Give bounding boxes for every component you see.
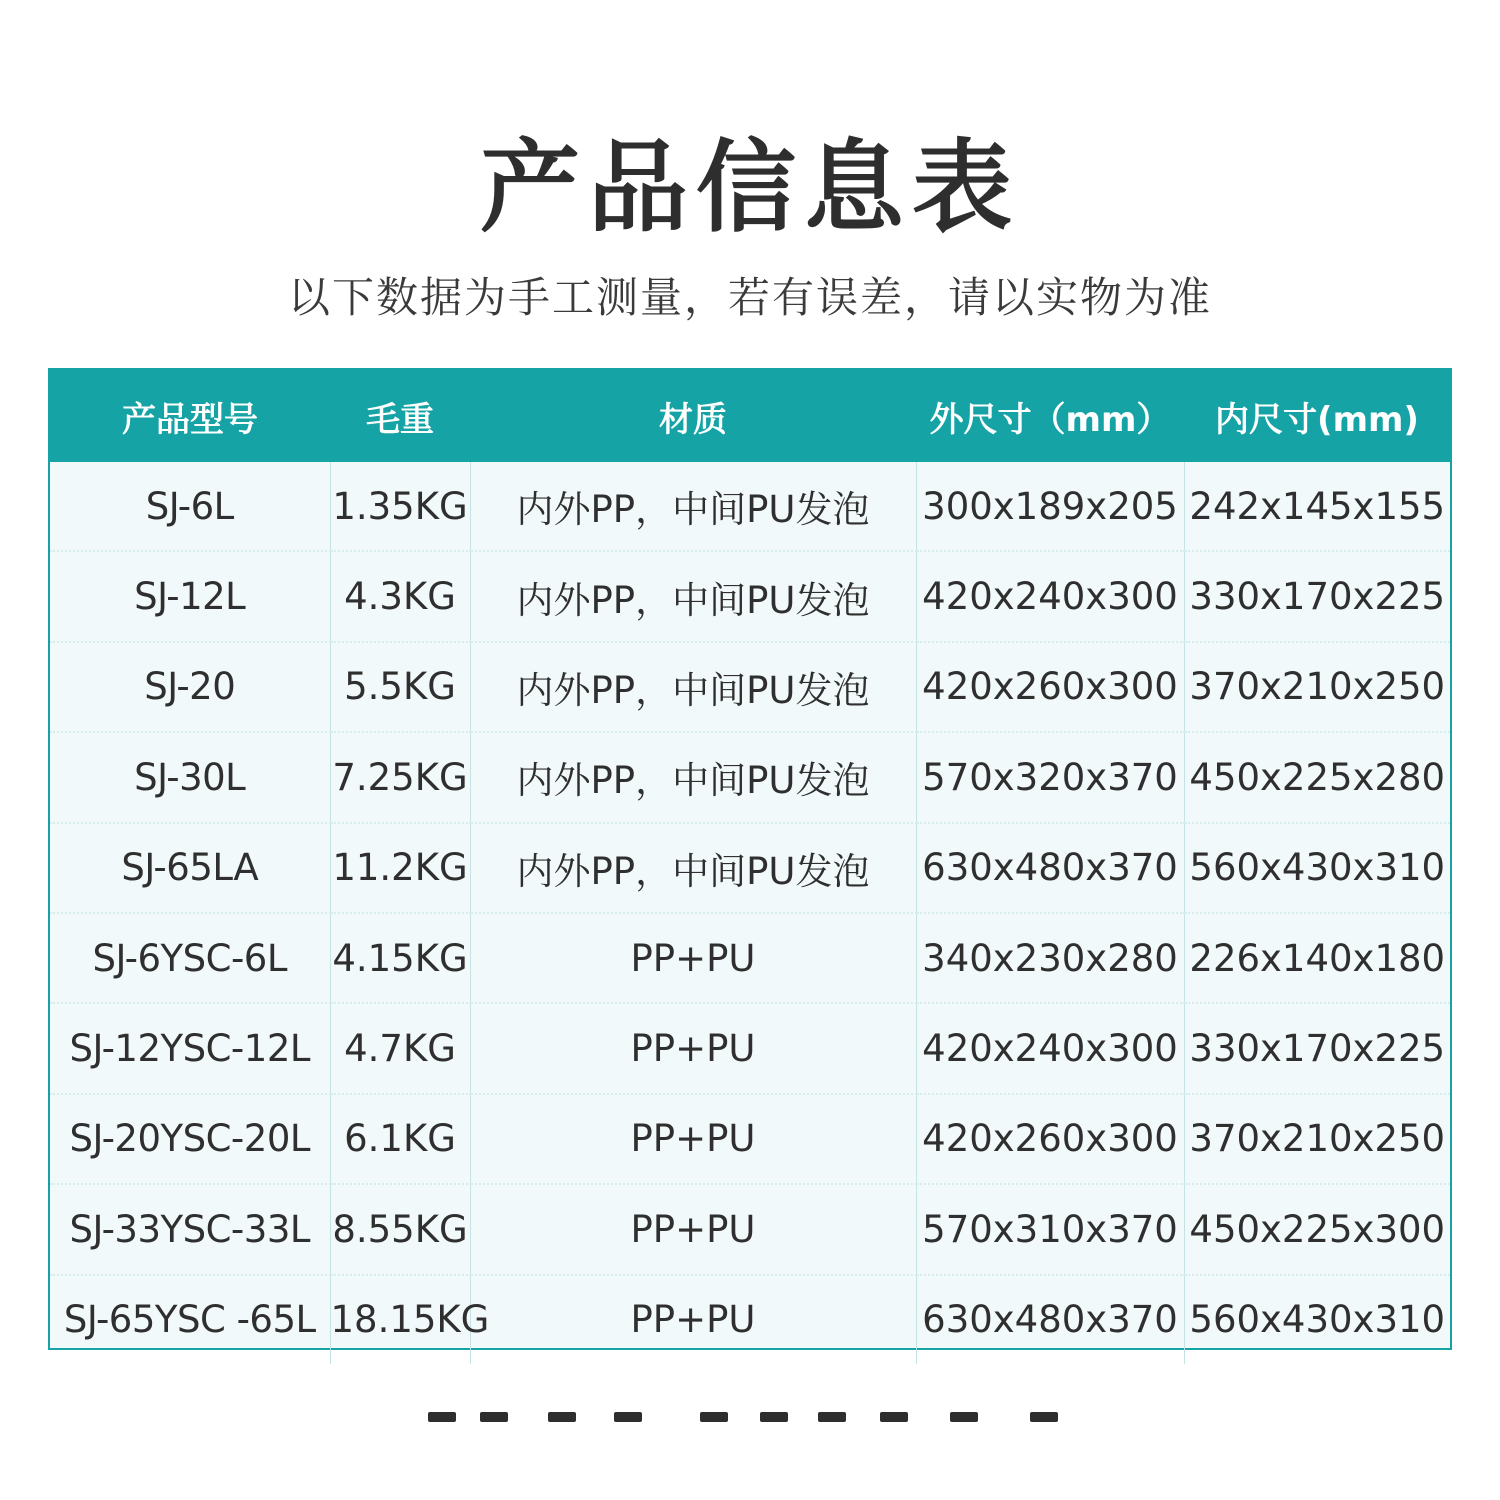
table-row	[50, 732, 1450, 822]
cell-model: SJ-20YSC-20L	[50, 1094, 330, 1184]
cell-inner-size: 370x210x250	[1184, 642, 1450, 732]
table-row	[50, 1003, 1450, 1093]
table-row	[50, 462, 1450, 551]
cell-model: SJ-12L	[50, 551, 330, 641]
cell-inner-size: 450x225x300	[1184, 1184, 1450, 1274]
cell-weight: 4.7KG	[330, 1003, 470, 1093]
cell-model: SJ-12YSC-12L	[50, 1003, 330, 1093]
cropped-glyph	[614, 1412, 642, 1422]
cell-outer-size: 300x189x205	[916, 462, 1184, 551]
table-body	[50, 462, 1450, 1364]
cell-inner-size: 370x210x250	[1184, 1094, 1450, 1184]
cell-outer-size: 630x480x370	[916, 823, 1184, 913]
cell-outer-size: 570x310x370	[916, 1184, 1184, 1274]
cell-inner-size: 330x170x225	[1184, 551, 1450, 641]
cell-weight: 7.25KG	[330, 732, 470, 822]
header-material: 材质	[470, 370, 916, 462]
table-row	[50, 913, 1450, 1003]
cell-outer-size: 420x240x300	[916, 1003, 1184, 1093]
cell-model: SJ-6YSC-6L	[50, 913, 330, 1003]
cropped-glyph	[700, 1412, 728, 1422]
cropped-glyph	[760, 1412, 788, 1422]
table-row	[50, 1275, 1450, 1364]
cell-outer-size: 630x480x370	[916, 1275, 1184, 1364]
table-row	[50, 823, 1450, 913]
cropped-glyph	[880, 1412, 908, 1422]
cell-weight: 8.55KG	[330, 1184, 470, 1274]
cell-material: 内外PP，中间PU发泡	[470, 551, 916, 641]
cell-model: SJ-30L	[50, 732, 330, 822]
cell-outer-size: 570x320x370	[916, 732, 1184, 822]
cell-weight: 18.15KG	[330, 1275, 470, 1364]
table-row	[50, 642, 1450, 732]
cropped-glyph	[818, 1412, 846, 1422]
cell-material: 内外PP，中间PU发泡	[470, 823, 916, 913]
table-header	[50, 370, 1450, 462]
cell-material: PP+PU	[470, 1184, 916, 1274]
cell-material: 内外PP，中间PU发泡	[470, 732, 916, 822]
cell-inner-size: 226x140x180	[1184, 913, 1450, 1003]
cropped-glyph	[950, 1412, 978, 1422]
cell-model: SJ-33YSC-33L	[50, 1184, 330, 1274]
cropped-glyph	[428, 1412, 456, 1422]
cell-weight: 6.1KG	[330, 1094, 470, 1184]
product-info-table	[48, 368, 1452, 1350]
cell-material: PP+PU	[470, 1275, 916, 1364]
cell-weight: 5.5KG	[330, 642, 470, 732]
cell-model: SJ-65YSC -65L	[50, 1275, 330, 1364]
cell-material: 内外PP，中间PU发泡	[470, 462, 916, 551]
table-row	[50, 551, 1450, 641]
cell-outer-size: 420x260x300	[916, 642, 1184, 732]
page-title: 产品信息表	[480, 129, 1020, 246]
cell-outer-size: 420x240x300	[916, 551, 1184, 641]
page-subtitle: 以下数据为手工测量，若有误差，请以实物为准	[287, 273, 1212, 322]
cell-weight: 11.2KG	[330, 823, 470, 913]
cell-inner-size: 560x430x310	[1184, 1275, 1450, 1364]
cell-model: SJ-6L	[145, 484, 234, 528]
cell-outer-size: 340x230x280	[916, 913, 1184, 1003]
cell-material: 内外PP，中间PU发泡	[470, 642, 916, 732]
header-weight: 毛重	[330, 370, 470, 462]
table-row	[50, 1184, 1450, 1274]
cell-inner-size: 450x225x280	[1184, 732, 1450, 822]
cropped-glyph	[480, 1412, 508, 1422]
cell-inner-size: 560x430x310	[1184, 823, 1450, 913]
cropped-glyph	[1030, 1412, 1058, 1422]
header-model: 产品型号	[50, 370, 330, 462]
cell-inner-size: 242x145x155	[1184, 462, 1450, 551]
cell-outer-size: 420x260x300	[916, 1094, 1184, 1184]
cell-material: PP+PU	[470, 1003, 916, 1093]
header-inner-size: 内尺寸(mm)	[1184, 370, 1450, 462]
cell-model: SJ-20	[50, 642, 330, 732]
table-row	[50, 1094, 1450, 1184]
header-outer-size: 外尺寸（mm）	[916, 370, 1184, 462]
cropped-glyph	[548, 1412, 576, 1422]
cell-material: PP+PU	[470, 913, 916, 1003]
cropped-next-section-text	[0, 1402, 1500, 1422]
cell-weight: 4.3KG	[330, 551, 470, 641]
cell-inner-size: 330x170x225	[1184, 1003, 1450, 1093]
cell-weight: 4.15KG	[330, 913, 470, 1003]
cell-weight: 1.35KG	[330, 462, 470, 551]
cell-material: PP+PU	[470, 1094, 916, 1184]
cell-model: SJ-65LA	[50, 823, 330, 913]
